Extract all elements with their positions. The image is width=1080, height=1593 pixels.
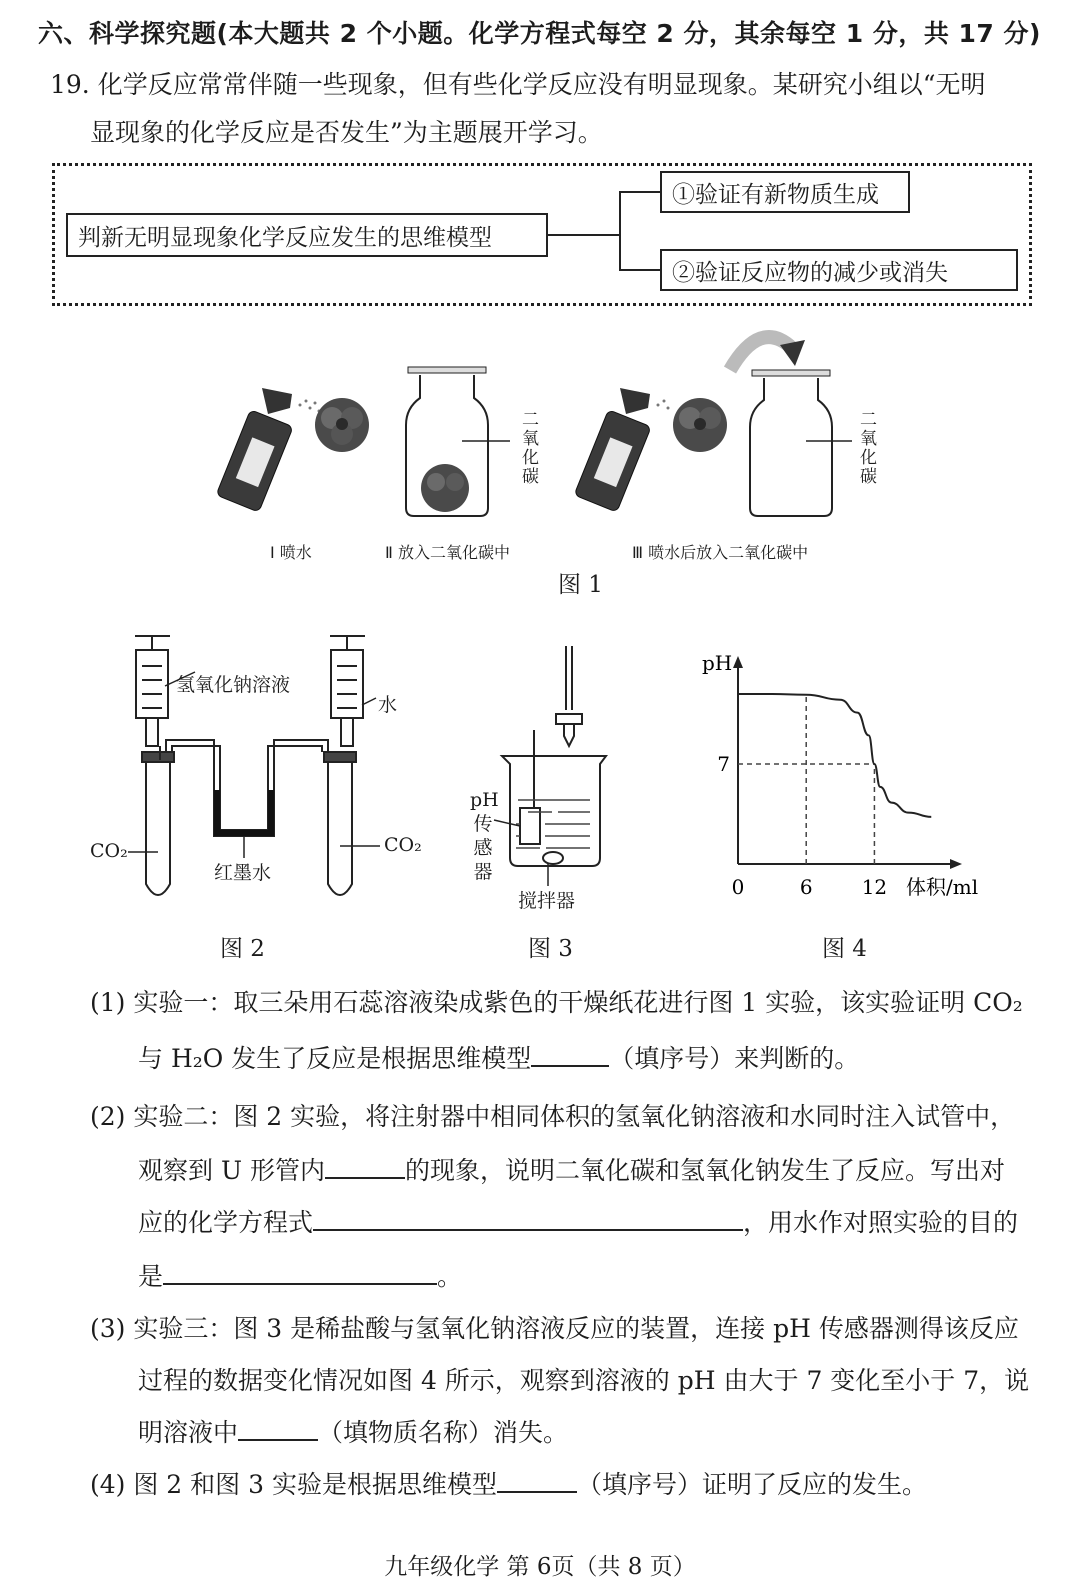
q3-line1: (3) 实验三：图 3 是稀盐酸与氢氧化钠溶液反应的装置，连接 pH 传感器测得该反应 bbox=[90, 1314, 1019, 1343]
chart-y-tick-0: 7 bbox=[717, 752, 730, 776]
question-intro-line2: 显现象的化学反应是否发生”为主题展开学习。 bbox=[90, 118, 603, 147]
chart-x-tick-2: 12 bbox=[861, 875, 888, 899]
co2-right-label: CO₂ bbox=[384, 834, 422, 856]
q2-line2: 观察到 U 形管内 的现象，说明二氧化碳和氢氧化钠发生了反应。写出对 bbox=[138, 1146, 1005, 1196]
chart-x-tick-1: 6 bbox=[799, 875, 813, 899]
chart-x-ticks bbox=[732, 875, 888, 899]
q1-line2: 与 H₂O 发生了反应是根据思维模型 （填序号）来判断的。 bbox=[138, 1034, 859, 1084]
chart-x-tick-0: 0 bbox=[731, 875, 745, 899]
answer-blank-q1[interactable] bbox=[531, 1039, 609, 1067]
page-footer: 九年级化学 第 6页（共 8 页） bbox=[384, 1554, 696, 1580]
figure3-title: 图 3 bbox=[528, 936, 573, 962]
figure1-title: 图 1 bbox=[558, 572, 603, 598]
red-ink-label: 红墨水 bbox=[214, 862, 272, 884]
q1-line1: (1) 实验一：取三朵用石蕊溶液染成紫色的干燥纸花进行图 1 实验，该实验证明 CO₂ bbox=[90, 988, 1023, 1017]
chart-y-label: pH bbox=[702, 651, 733, 675]
section-heading: 六、科学探究题(本大题共 2 个小题。化学方程式每空 2 分，其余每空 1 分，共 17 分) bbox=[38, 19, 1041, 48]
figure2-title: 图 2 bbox=[220, 936, 265, 962]
answer-blank-q2-phenomenon[interactable] bbox=[325, 1151, 405, 1179]
jar-label-co2-2: 二氧化碳 bbox=[856, 410, 876, 486]
chart-x-arrow bbox=[950, 859, 962, 869]
water-label: 水 bbox=[378, 694, 398, 716]
figure1-caption3: Ⅲ 喷水后放入二氧化碳中 bbox=[632, 543, 809, 562]
figure4-title: 图 4 bbox=[822, 936, 867, 962]
chart-x-label: 体积/ml bbox=[906, 875, 979, 899]
chart-guides bbox=[738, 695, 874, 864]
question-intro-line1: 19. 化学反应常常伴随一些现象，但有些化学反应没有明显现象。某研究小组以“无明 bbox=[50, 70, 986, 99]
ph-sensor-label: pH传感器 bbox=[470, 789, 499, 883]
q3-line2: 过程的数据变化情况如图 4 所示，观察到溶液的 pH 由大于 7 变化至小于 7，说 bbox=[138, 1366, 1030, 1395]
q2-line4: 是 。 bbox=[138, 1252, 462, 1302]
q2-line3: 应的化学方程式 ，用水作对照实验的目的 bbox=[138, 1198, 1018, 1248]
answer-blank-q3[interactable] bbox=[238, 1413, 318, 1441]
answer-blank-q2-purpose[interactable] bbox=[163, 1257, 437, 1285]
figure1-caption2: Ⅱ 放入二氧化碳中 bbox=[385, 543, 510, 562]
stirrer-label: 搅拌器 bbox=[518, 890, 576, 912]
answer-blank-q4[interactable] bbox=[497, 1465, 577, 1493]
chart-y-arrow bbox=[733, 656, 743, 668]
thinking-model-main: 判新无明显现象化学反应发生的思维模型 bbox=[66, 213, 548, 257]
q3-line3: 明溶液中 （填物质名称）消失。 bbox=[138, 1408, 568, 1458]
thinking-model-option1: ①验证有新物质生成 bbox=[660, 171, 910, 213]
jar-label-co2-1: 二氧化碳 bbox=[518, 410, 538, 486]
naoh-solution-label: 氢氧化钠溶液 bbox=[176, 674, 291, 696]
q2-line1: (2) 实验二：图 2 实验，将注射器中相同体积的氢氧化钠溶液和水同时注入试管中， bbox=[90, 1102, 1016, 1131]
chart-series-ph bbox=[738, 694, 931, 817]
co2-left-label: CO₂ bbox=[90, 840, 128, 862]
figure1-caption1: Ⅰ 喷水 bbox=[270, 543, 312, 562]
answer-blank-q2-equation[interactable] bbox=[313, 1203, 743, 1231]
chart-y-ticks bbox=[717, 752, 730, 776]
thinking-model-option2: ②验证反应物的减少或消失 bbox=[660, 249, 1018, 291]
q4-line1: (4) 图 2 和图 3 实验是根据思维模型 （填序号）证明了反应的发生。 bbox=[90, 1460, 927, 1510]
